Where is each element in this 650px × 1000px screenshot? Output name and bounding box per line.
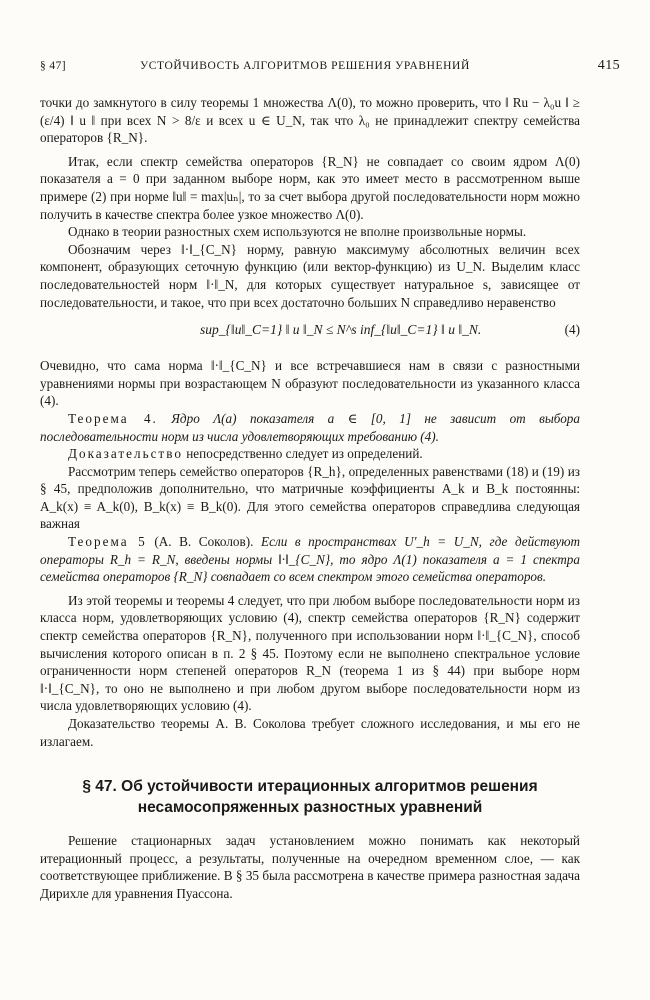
section-title-line: несамосопряженных разностных уравнений <box>137 799 483 817</box>
paragraph: Итак, если спектр семейства операторов {R_N} не совпадает со своим ядром Λ(0) показателя a = 0 при заданном выборе норм, как это имеет место в рассмотренном выше примере (2) при норме ‖u‖ = max|uₙ|, то за счет выбора другой последовательности норм можно получить в качестве спектра более узкое множество Λ(0). <box>40 153 580 222</box>
section-title-line: § 47. Об устойчивости итерационных алгоритмов решения <box>82 778 538 796</box>
page-number: 415 <box>597 58 620 73</box>
paragraph: Рассмотрим теперь семейство операторов {R_h}, определенных равенствами (18) и (19) из § 45, предположив дополнительно, что матричные коэффициенты A_k и B_k постоянны: A_k(x) ≡ A_k(0), B_k(x) ≡ B_k(0). Для этого семейства операторов справедлива следующая важная <box>40 463 580 532</box>
running-header <box>40 58 620 80</box>
paragraph: Доказательство теоремы А. В. Соколова требует сложного исследования, и мы его не излагаем. <box>40 716 580 749</box>
equation-4 <box>40 315 580 351</box>
theorem-5 <box>40 533 580 586</box>
page-body <box>40 94 580 903</box>
theorem-label: Теорема 5 <box>68 534 147 550</box>
equation-number: (4) <box>564 322 580 338</box>
section-title <box>40 776 580 818</box>
proof-text: непосредственно следует из определений. <box>186 446 423 462</box>
theorem-4 <box>40 410 580 445</box>
paragraph: Очевидно, что сама норма ‖·‖_{C_N} и все встречавшиеся нам в связи с разностными уравнениями нормы при возрастающем N образуют последовательности из указанного класса (4). <box>40 358 580 409</box>
equation-expression: sup_{‖u‖_C=1} ‖ u ‖_N ≤ N^s inf_{‖u‖_C=1} ‖ u ‖_N. <box>200 322 482 338</box>
paragraph: Решение стационарных задач установлением можно понимать как некоторый итерационный процесс, а результаты, полученные на очередном временном слое, — как соответствующее приближение. В § 35 была рассмотрена в качестве примера разностная задача Дирихле для уравнения Пуассона. <box>40 833 580 901</box>
header-running-title: УСТОЙЧИВОСТЬ АЛГОРИТМОВ РЕШЕНИЯ УРАВНЕНИЙ <box>140 60 470 72</box>
proof-label: Доказательство <box>68 446 183 462</box>
proof-4 <box>40 445 580 463</box>
paragraph: Из этой теоремы и теоремы 4 следует, что при любом выборе последовательности норм из класса норм, удовлетворяющих условию (4), спектр семейства операторов {R_N} содержит спектр семейства операторов {R_N}, полученного при использовании норм ‖·‖_{C_N}, способ вычисления которого описан в п. 2 § 45. Поэтому если не выполнено спектральное условие ограниченности норм степеней операторов R_N (теорема 1 из § 44) при выборе норм ‖·‖_{C_N}, то оно не выполнено и при любом другом выборе последовательности норм из числа удовлетворяющих условию (4). <box>40 592 580 714</box>
header-section: § 47] <box>40 60 66 72</box>
paragraph: Обозначим через ‖·‖_{C_N} норму, равную максимуму абсолютных величин всех компонент, образующих сеточную функцию (или вектор-функцию) из U_N. Выделим класс последовательностей норм ‖·‖_N, для которых существует натуральное s, зависящее от последовательности, и такое, что при всех достаточно больших N справедливо неравенство <box>40 241 580 310</box>
theorem-text: Если в пространствах U′_h = U_N, где действуют операторы R_h = R_N, введены нормы ‖·‖_{C_N}, то ядро Λ(1) показателя a = 1 спектра семейства операторов {R_N} совпадает со всем спектром этого семейства операторов. <box>40 534 581 585</box>
theorem-author: (А. В. Соколов). <box>154 534 254 550</box>
theorem-label: Теорема 4. <box>68 410 158 426</box>
paragraph: Однако в теории разностных схем используются не вполне произвольные нормы. <box>68 224 527 240</box>
paragraph: точки до замкнутого в силу теоремы 1 множества Λ(0), то можно проверить, что ‖ Ru − λ₀u ‖ ≥ (ε/4) ‖ u ‖ при всех N > 8/ε и всех u ∈ U_N, так что λ₀ не принадлежит спектру семейства операторов {R_N}. <box>40 95 580 146</box>
theorem-text: Ядро Λ(a) показателя a ∈ [0, 1] не зависит от выбора последовательности норм из числа удовлетворяющих требованию (4). <box>40 410 580 444</box>
